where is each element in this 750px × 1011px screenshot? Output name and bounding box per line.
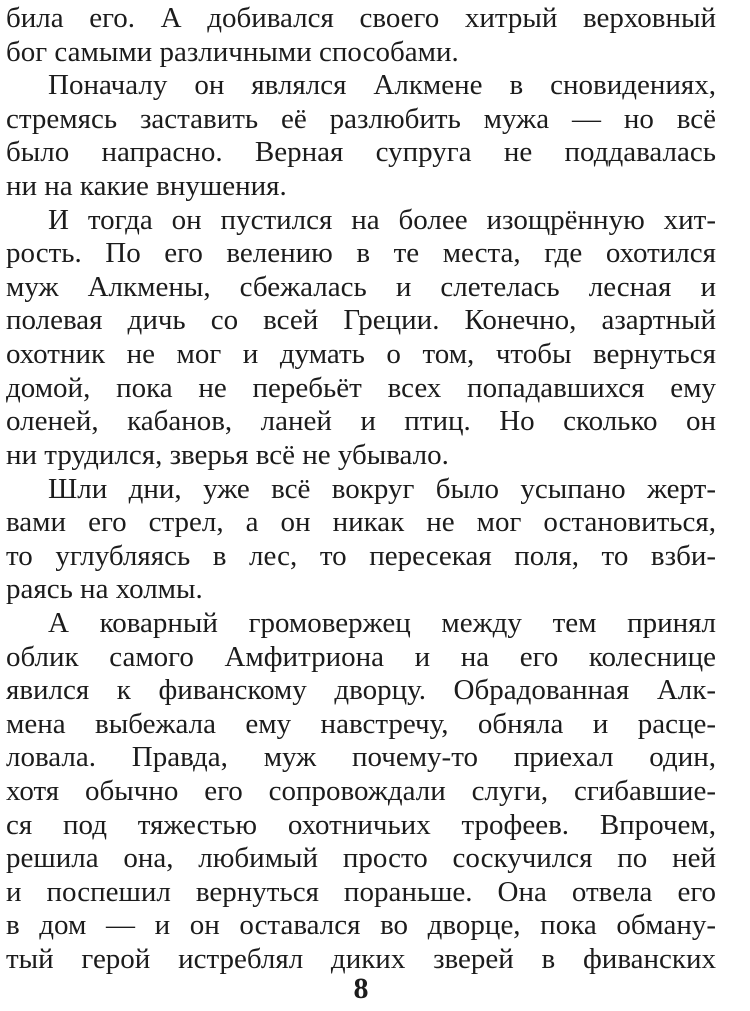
text-line: раясь на холмы. [6, 573, 203, 606]
text-line: Поначалу он являлся Алкмене в сновидениях, [48, 69, 716, 102]
text-line: А коварный громовержец между тем принял [48, 606, 716, 639]
text-line: бог самыми различными способами. [6, 35, 459, 68]
text-line: ни на какие внушения. [6, 170, 287, 203]
text-line: в дом — и он оставался во дворце, пока обману- [6, 909, 716, 942]
text-line: мена выбежала ему навстречу, обняла и расце- [6, 707, 716, 740]
text-line: хотя обычно его сопровождали слуги, сгибавшие- [6, 775, 716, 808]
text-line: ловала. Правда, муж почему-то приехал один, [6, 741, 716, 774]
text-line: облик самого Амфитриона и на его колеснице [6, 640, 716, 673]
body-text [6, 2, 716, 977]
text-line: было напрасно. Верная супруга не поддавалась [6, 136, 716, 169]
text-line: била его. А добивался своего хитрый верховный [6, 2, 716, 34]
text-line: домой, пока не перебьёт всех попадавшихся ему [6, 371, 716, 404]
text-line: ни трудился, зверья всё не убывало. [6, 438, 449, 471]
text-line: полевая дичь со всей Греции. Конечно, азартный [6, 304, 716, 337]
text-line: ся под тяжестью охотничьих трофеев. Впрочем, [6, 808, 716, 841]
text-line: и поспешил вернуться пораньше. Она отвела его [6, 875, 716, 908]
text-line: стремясь заставить её разлюбить мужа — но всё [6, 102, 716, 135]
text-line: охотник не мог и думать о том, чтобы вернуться [6, 338, 716, 371]
text-line: Шли дни, уже всё вокруг было усыпано жерт- [48, 472, 716, 505]
text-line: решила она, любимый просто соскучился по ней [6, 842, 716, 875]
text-line: И тогда он пустился на более изощрённую хит- [48, 203, 716, 236]
text-line: то углубляясь в лес, то пересекая поля, то взби- [6, 539, 716, 572]
text-line: рость. По его велению в те места, где охотился [6, 237, 716, 270]
text-line: вами его стрел, а он никак не мог остановиться, [6, 506, 716, 539]
text-line: явился к фиванскому дворцу. Обрадованная Алк- [6, 674, 716, 707]
text-line: муж Алкмены, сбежалась и слетелась лесная и [6, 270, 716, 303]
page-number: 8 [353, 972, 369, 1005]
text-line: оленей, кабанов, ланей и птиц. Но сколько он [6, 405, 716, 438]
text-line: тый герой истреблял диких зверей в фиванских [6, 943, 716, 976]
